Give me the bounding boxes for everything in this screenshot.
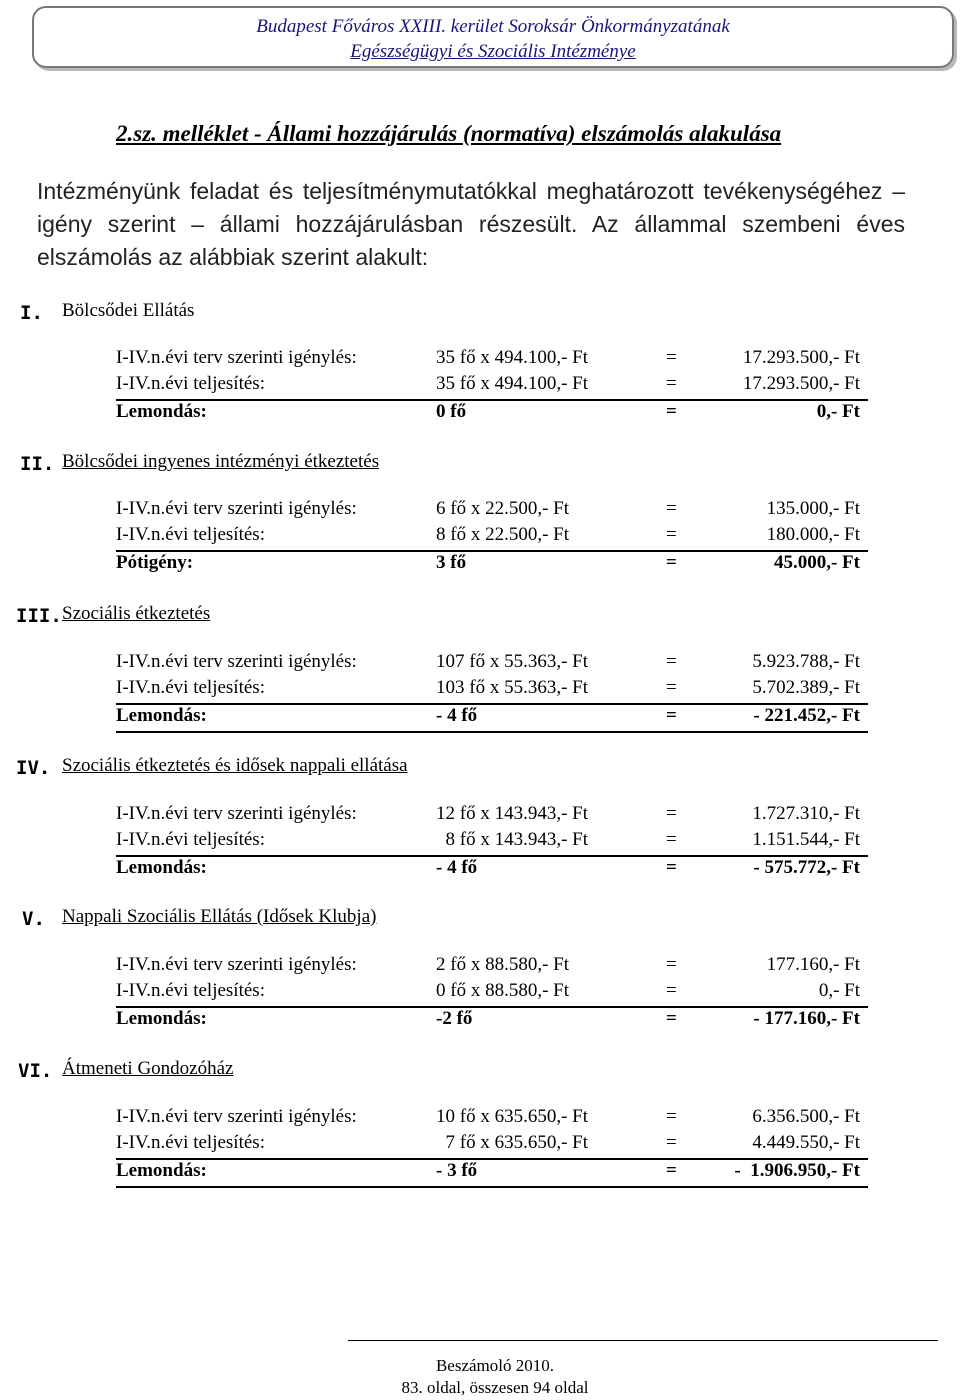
row-label: I-IV.n.évi teljesítés: [116, 677, 265, 698]
row-calculation: -2 fő [436, 1008, 473, 1029]
row-result: 17.293.500,- Ft [742, 373, 860, 394]
row-equals: = [666, 829, 677, 850]
section-numeral: I. [20, 302, 43, 324]
row-equals: = [666, 705, 677, 726]
row-result: 1.727.310,- Ft [752, 803, 860, 824]
row-result: 135.000,- Ft [766, 498, 860, 519]
table-row-total [116, 857, 868, 883]
row-calculation: 6 fő x 22.500,- Ft [436, 498, 569, 519]
section-title: Nappali Szociális Ellátás (Idősek Klubja) [62, 906, 377, 927]
row-result: 5.923.788,- Ft [752, 651, 860, 672]
row-label: I-IV.n.évi teljesítés: [116, 980, 265, 1001]
row-result: 1.151.544,- Ft [752, 829, 860, 850]
row-equals: = [666, 677, 677, 698]
table-row [116, 677, 868, 705]
row-equals: = [666, 401, 677, 422]
row-label: I-IV.n.évi terv szerinti igénylés: [116, 651, 357, 672]
table-row [116, 498, 868, 524]
row-calculation: 2 fő x 88.580,- Ft [436, 954, 569, 975]
row-result: 4.449.550,- Ft [752, 1132, 860, 1153]
intro-paragraph [37, 175, 905, 274]
row-label: Lemondás: [116, 401, 207, 422]
row-result: 0,- Ft [818, 980, 860, 1001]
row-result: 17.293.500,- Ft [742, 347, 860, 368]
row-equals: = [666, 803, 677, 824]
section-numeral: IV. [16, 757, 51, 779]
footer-divider [348, 1340, 938, 1341]
row-calculation: - 3 fő [436, 1160, 478, 1181]
row-result: 0,- Ft [816, 401, 860, 422]
row-calculation: 103 fő x 55.363,- Ft [436, 677, 588, 698]
row-result: 177.160,- Ft [766, 954, 860, 975]
intro-line: Intézményünk feladat és teljesítménymutatókkal meghatározott tevékenységéhez – [37, 178, 905, 204]
row-equals: = [666, 373, 677, 394]
row-result: - 575.772,- Ft [753, 857, 860, 878]
row-equals: = [666, 498, 677, 519]
row-label: I-IV.n.évi teljesítés: [116, 524, 265, 545]
row-equals: = [666, 954, 677, 975]
section-title: Szociális étkeztetés és idősek nappali ellátása [62, 755, 408, 776]
row-label: I-IV.n.évi terv szerinti igénylés: [116, 347, 357, 368]
intro-line: igény szerint – állami hozzájárulásban részesült. Az állammal szembeni éves [37, 211, 905, 237]
table-row [116, 1106, 868, 1132]
row-equals: = [666, 1160, 677, 1181]
row-calculation: 3 fő [436, 552, 467, 573]
header-line-1: Budapest Főváros XXIII. kerület Soroksár Önkormányzatának [256, 16, 730, 37]
row-result: 6.356.500,- Ft [752, 1106, 860, 1127]
table-row [116, 803, 868, 829]
row-result: - 177.160,- Ft [753, 1008, 860, 1029]
row-equals: = [666, 524, 677, 545]
table-row [116, 524, 868, 552]
row-label: I-IV.n.évi teljesítés: [116, 1132, 265, 1153]
row-label: Lemondás: [116, 857, 207, 878]
section-title: Szociális étkeztetés [62, 603, 211, 624]
institution-header [32, 6, 954, 68]
row-equals: = [666, 857, 677, 878]
page-title: 2.sz. melléklet - Állami hozzájárulás (normatíva) elszámolás alakulása [116, 121, 782, 146]
row-label: Lemondás: [116, 1008, 207, 1029]
row-equals: = [666, 347, 677, 368]
row-label: I-IV.n.évi teljesítés: [116, 373, 265, 394]
row-equals: = [666, 1132, 677, 1153]
footer-report-year: Beszámoló 2010. [435, 1356, 555, 1375]
section-title: Átmeneti Gondozóház [62, 1058, 234, 1079]
row-calculation: 35 fő x 494.100,- Ft [436, 347, 588, 368]
table-row-total [116, 1160, 868, 1188]
row-label: Lemondás: [116, 705, 207, 726]
row-label: Lemondás: [116, 1160, 207, 1181]
table-row [116, 954, 868, 980]
row-result: - 221.452,- Ft [753, 705, 860, 726]
row-calculation: 8 fő x 143.943,- Ft [436, 829, 588, 850]
table-row [116, 1132, 868, 1160]
row-label: I-IV.n.évi teljesítés: [116, 829, 265, 850]
section-numeral: II. [20, 453, 55, 475]
row-result: 180.000,- Ft [766, 524, 860, 545]
footer-page-number: 83. oldal, összesen 94 oldal [401, 1378, 589, 1397]
table-row [116, 651, 868, 677]
row-result: 5.702.389,- Ft [752, 677, 860, 698]
section-title: Bölcsődei Ellátás [62, 300, 195, 321]
table-row [116, 373, 868, 401]
row-label: I-IV.n.évi terv szerinti igénylés: [116, 1106, 357, 1127]
row-result: 45.000,- Ft [773, 552, 860, 573]
table-row-total [116, 552, 868, 578]
table-row [116, 829, 868, 857]
row-label: I-IV.n.évi terv szerinti igénylés: [116, 803, 357, 824]
row-label: Pótigény: [116, 552, 194, 573]
row-label: I-IV.n.évi terv szerinti igénylés: [116, 498, 357, 519]
table-row [116, 980, 868, 1008]
row-result: - 1.906.950,- Ft [734, 1160, 860, 1181]
row-calculation: 8 fő x 22.500,- Ft [436, 524, 569, 545]
row-calculation: 35 fő x 494.100,- Ft [436, 373, 588, 394]
row-calculation: 12 fő x 143.943,- Ft [436, 803, 588, 824]
header-line-2: Egészségügyi és Szociális Intézménye [350, 41, 636, 62]
section-numeral: VI. [18, 1060, 53, 1082]
table-row-total [116, 401, 868, 427]
section-numeral: III. [16, 605, 62, 627]
row-calculation: - 4 fő [436, 857, 478, 878]
row-label: I-IV.n.évi terv szerinti igénylés: [116, 954, 357, 975]
row-calculation: 7 fő x 635.650,- Ft [436, 1132, 588, 1153]
row-calculation: 0 fő x 88.580,- Ft [436, 980, 569, 1001]
row-calculation: 10 fő x 635.650,- Ft [436, 1106, 588, 1127]
row-equals: = [666, 980, 677, 1001]
row-equals: = [666, 1106, 677, 1127]
row-calculation: - 4 fő [436, 705, 478, 726]
row-equals: = [666, 1008, 677, 1029]
row-equals: = [666, 651, 677, 672]
row-calculation: 107 fő x 55.363,- Ft [436, 651, 588, 672]
section-title: Bölcsődei ingyenes intézményi étkeztetés [62, 451, 380, 472]
table-row-total [116, 1008, 868, 1034]
row-equals: = [666, 552, 677, 573]
intro-line: elszámolás az alábbiak szerint alakult: [37, 244, 429, 270]
row-calculation: 0 fő [436, 401, 467, 422]
table-row [116, 347, 868, 373]
table-row-total [116, 705, 868, 733]
section-numeral: V. [22, 908, 45, 930]
